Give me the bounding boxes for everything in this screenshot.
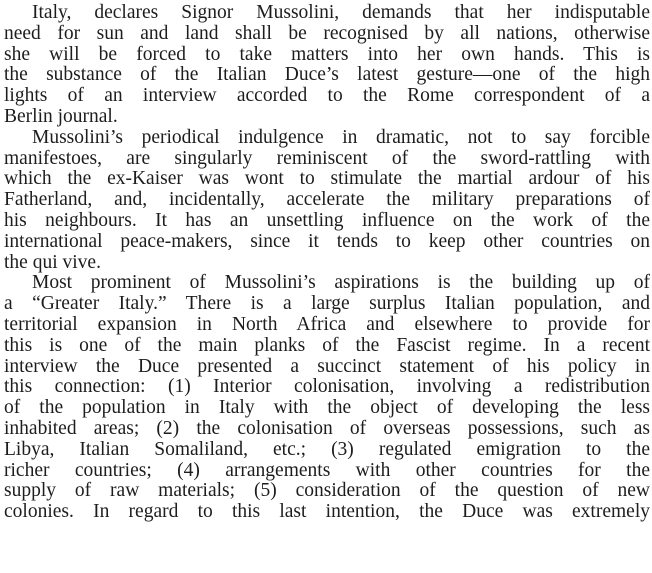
text-line: his neighbours. It has an unsettling influence on the work of the — [4, 209, 650, 231]
text-line: colonies. In regard to this last intention, the Duce was extremely — [4, 501, 650, 523]
text-line: supply of raw materials; (5) consideration of the question of new — [4, 480, 650, 502]
text-line: need for sun and land shall be recognised by all nations, otherwise — [4, 22, 650, 44]
text-line: inhabited areas; (2) the colonisation of overseas possessions, such as — [4, 417, 650, 439]
text-line: this is one of the main planks of the Fascist regime. In a recent — [4, 334, 650, 356]
text-line: she will be forced to take matters into her own hands. This is — [4, 43, 650, 65]
text-line: which the ex-Kaiser was wont to stimulate the martial ardour of his — [4, 168, 650, 190]
text-line: Most prominent of Mussolini’s aspirations is the building up of — [32, 272, 650, 294]
text-line: international peace-makers, since it tends to keep other countries on — [4, 230, 650, 252]
newspaper-column — [4, 3, 650, 573]
text-line: the qui vive. — [4, 251, 101, 273]
text-line: this connection: (1) Interior colonisation, involving a redistribution — [4, 376, 650, 398]
text-line: Libya, Italian Somaliland, etc.; (3) regulated emigration to the — [4, 438, 650, 460]
text-line: a “Greater Italy.” There is a large surplus Italian population, and — [4, 293, 650, 315]
text-line: the substance of the Italian Duce’s latest gesture—one of the high — [4, 64, 650, 86]
text-line: richer countries; (4) arrangements with other countries for the — [4, 459, 650, 481]
text-line: manifestoes, are singularly reminiscent of the sword-rattling with — [4, 147, 650, 169]
text-line: lights of an interview accorded to the Rome correspondent of a — [4, 85, 650, 107]
text-line: Italy, declares Signor Mussolini, demands that her indisputable — [32, 3, 650, 23]
paragraph-1 — [4, 3, 650, 128]
paragraph-2 — [4, 128, 650, 274]
text-line: Berlin journal. — [4, 105, 118, 127]
text-line: interview the Duce presented a succinct statement of his policy in — [4, 355, 650, 377]
text-line: of the population in Italy with the object of developing the less — [4, 397, 650, 419]
text-line: Fatherland, and, incidentally, accelerate the military preparations of — [4, 189, 650, 211]
paragraph-3 — [4, 273, 650, 523]
text-line: territorial expansion in North Africa and elsewhere to provide for — [4, 313, 650, 335]
text-line: Mussolini’s periodical indulgence in dramatic, not to say forcible — [32, 126, 650, 148]
